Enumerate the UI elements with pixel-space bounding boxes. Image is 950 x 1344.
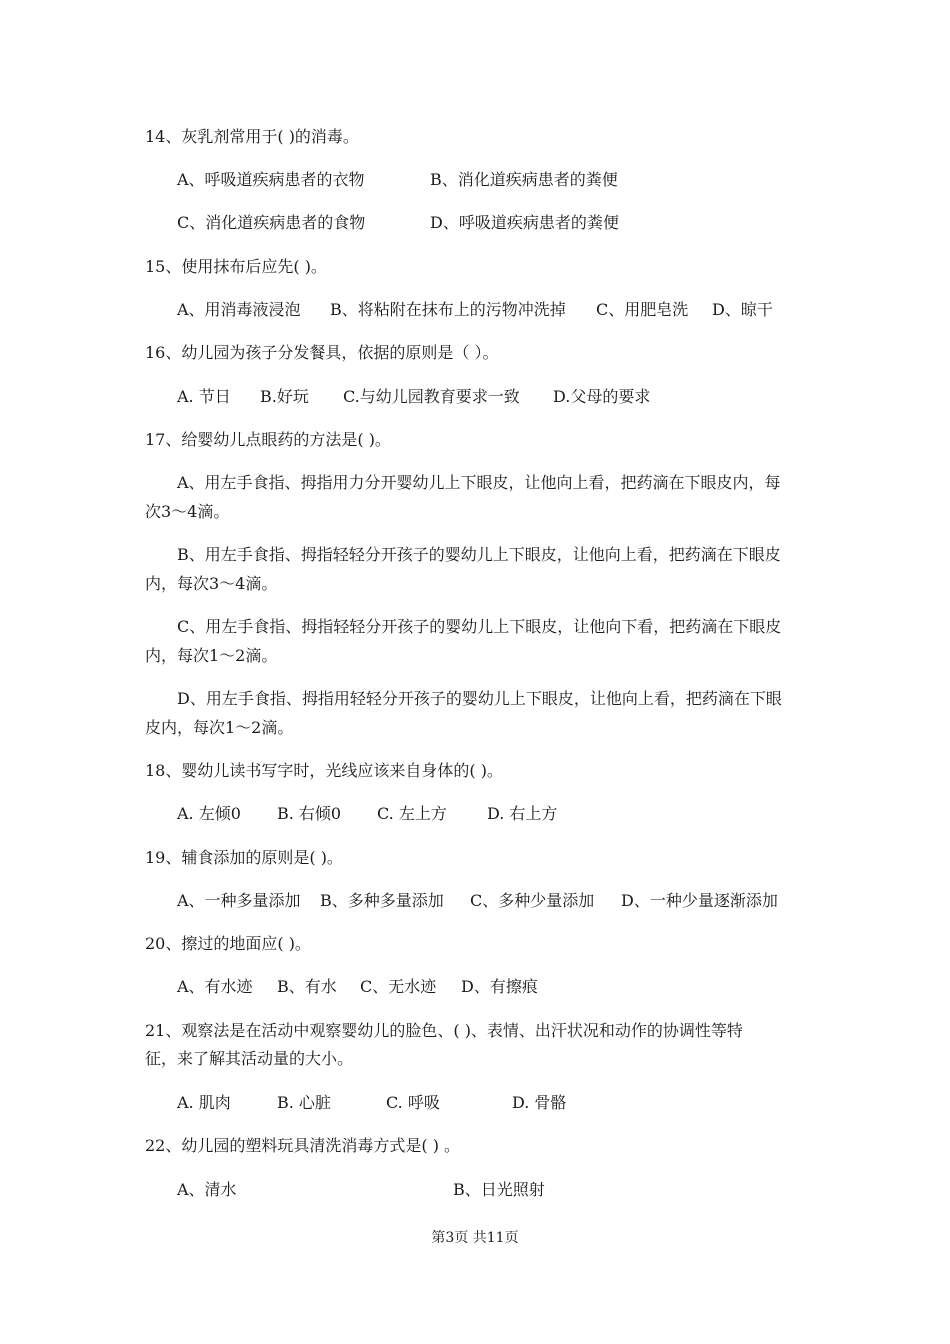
question-17-stem: 17、给婴幼儿点眼药的方法是( )。 — [145, 430, 391, 449]
question-18-option-a: A. 左倾0 — [177, 804, 241, 823]
question-19-stem: 19、辅食添加的原则是( )。 — [145, 848, 343, 867]
question-14-stem: 14、灰乳剂常用于( )的消毒。 — [145, 127, 359, 146]
question-15-option-a: A、用消毒液浸泡 — [177, 300, 301, 319]
question-19-option-b: B、多种多量添加 — [320, 891, 444, 910]
question-19-option-c: C、多种少量添加 — [470, 891, 595, 910]
question-21-option-a: A. 肌肉 — [177, 1093, 231, 1112]
question-17-option-a-line2: 次3～4滴。 — [145, 502, 230, 521]
question-15-option-d: D、晾干 — [712, 300, 773, 319]
question-14-option-b: B、消化道疾病患者的粪便 — [430, 170, 618, 189]
question-16-stem: 16、幼儿园为孩子分发餐具，依据的原则是（ ）。 — [145, 343, 499, 362]
question-19-option-d: D、一种少量逐渐添加 — [621, 891, 778, 910]
question-17-option-a-line1: A、用左手食指、拇指用力分开婴幼儿上下眼皮，让他向上看，把药滴在下眼皮内，每 — [177, 473, 781, 492]
question-21-option-d: D. 骨骼 — [512, 1093, 567, 1112]
question-14-option-c: C、消化道疾病患者的食物 — [177, 213, 366, 232]
question-22-option-a: A、清水 — [177, 1180, 237, 1199]
question-21-option-c: C. 呼吸 — [386, 1093, 440, 1112]
question-17-option-d-line1: D、用左手食指、拇指用轻轻分开孩子的婴幼儿上下眼皮，让他向上看，把药滴在下眼 — [177, 689, 782, 708]
question-21-option-b: B. 心脏 — [277, 1093, 331, 1112]
question-20-option-d: D、有擦痕 — [461, 977, 538, 996]
question-21-stem-line2: 征，来了解其活动量的大小。 — [145, 1049, 354, 1068]
question-16-option-b: B.好玩 — [260, 387, 309, 406]
question-16-option-d: D.父母的要求 — [553, 387, 651, 406]
question-18-option-d: D. 右上方 — [487, 804, 558, 823]
question-18-stem: 18、婴幼儿读书写字时，光线应该来自身体的( )。 — [145, 761, 503, 780]
question-16-option-a: A. 节日 — [177, 387, 231, 406]
question-18-option-c: C. 左上方 — [377, 804, 447, 823]
question-17-option-d-line2: 皮内，每次1～2滴。 — [145, 718, 294, 737]
question-14-option-d: D、呼吸道疾病患者的粪便 — [430, 213, 619, 232]
question-20-option-a: A、有水迹 — [177, 977, 253, 996]
question-20-stem: 20、擦过的地面应( )。 — [145, 934, 311, 953]
question-15-option-b: B、将粘附在抹布上的污物冲洗掉 — [330, 300, 566, 319]
question-20-option-b: B、有水 — [277, 977, 337, 996]
question-19-option-a: A、一种多量添加 — [177, 891, 301, 910]
question-15-stem: 15、使用抹布后应先( )。 — [145, 257, 327, 276]
page-number-footer: 第3页 共11页 — [431, 1230, 519, 1246]
question-17-option-c-line2: 内，每次1～2滴。 — [145, 646, 278, 665]
question-16-option-c: C.与幼儿园教育要求一致 — [343, 387, 520, 406]
question-17-option-b-line1: B、用左手食指、拇指轻轻分开孩子的婴幼儿上下眼皮，让他向上看，把药滴在下眼皮 — [177, 545, 781, 564]
question-22-stem: 22、幼儿园的塑料玩具清洗消毒方式是( ) 。 — [145, 1136, 461, 1155]
question-20-option-c: C、无水迹 — [360, 977, 437, 996]
question-22-option-b: B、日光照射 — [453, 1180, 545, 1199]
question-17-option-b-line2: 内，每次3～4滴。 — [145, 574, 278, 593]
question-17-option-c-line1: C、用左手食指、拇指轻轻分开孩子的婴幼儿上下眼皮，让他向下看，把药滴在下眼皮 — [177, 617, 782, 636]
question-14-option-a: A、呼吸道疾病患者的衣物 — [177, 170, 365, 189]
question-18-option-b: B. 右倾0 — [277, 804, 342, 823]
question-21-stem-line1: 21、观察法是在活动中观察婴幼儿的脸色、( )、表情、出汗状况和动作的协调性等特 — [145, 1021, 743, 1040]
question-15-option-c: C、用肥皂洗 — [596, 300, 689, 319]
